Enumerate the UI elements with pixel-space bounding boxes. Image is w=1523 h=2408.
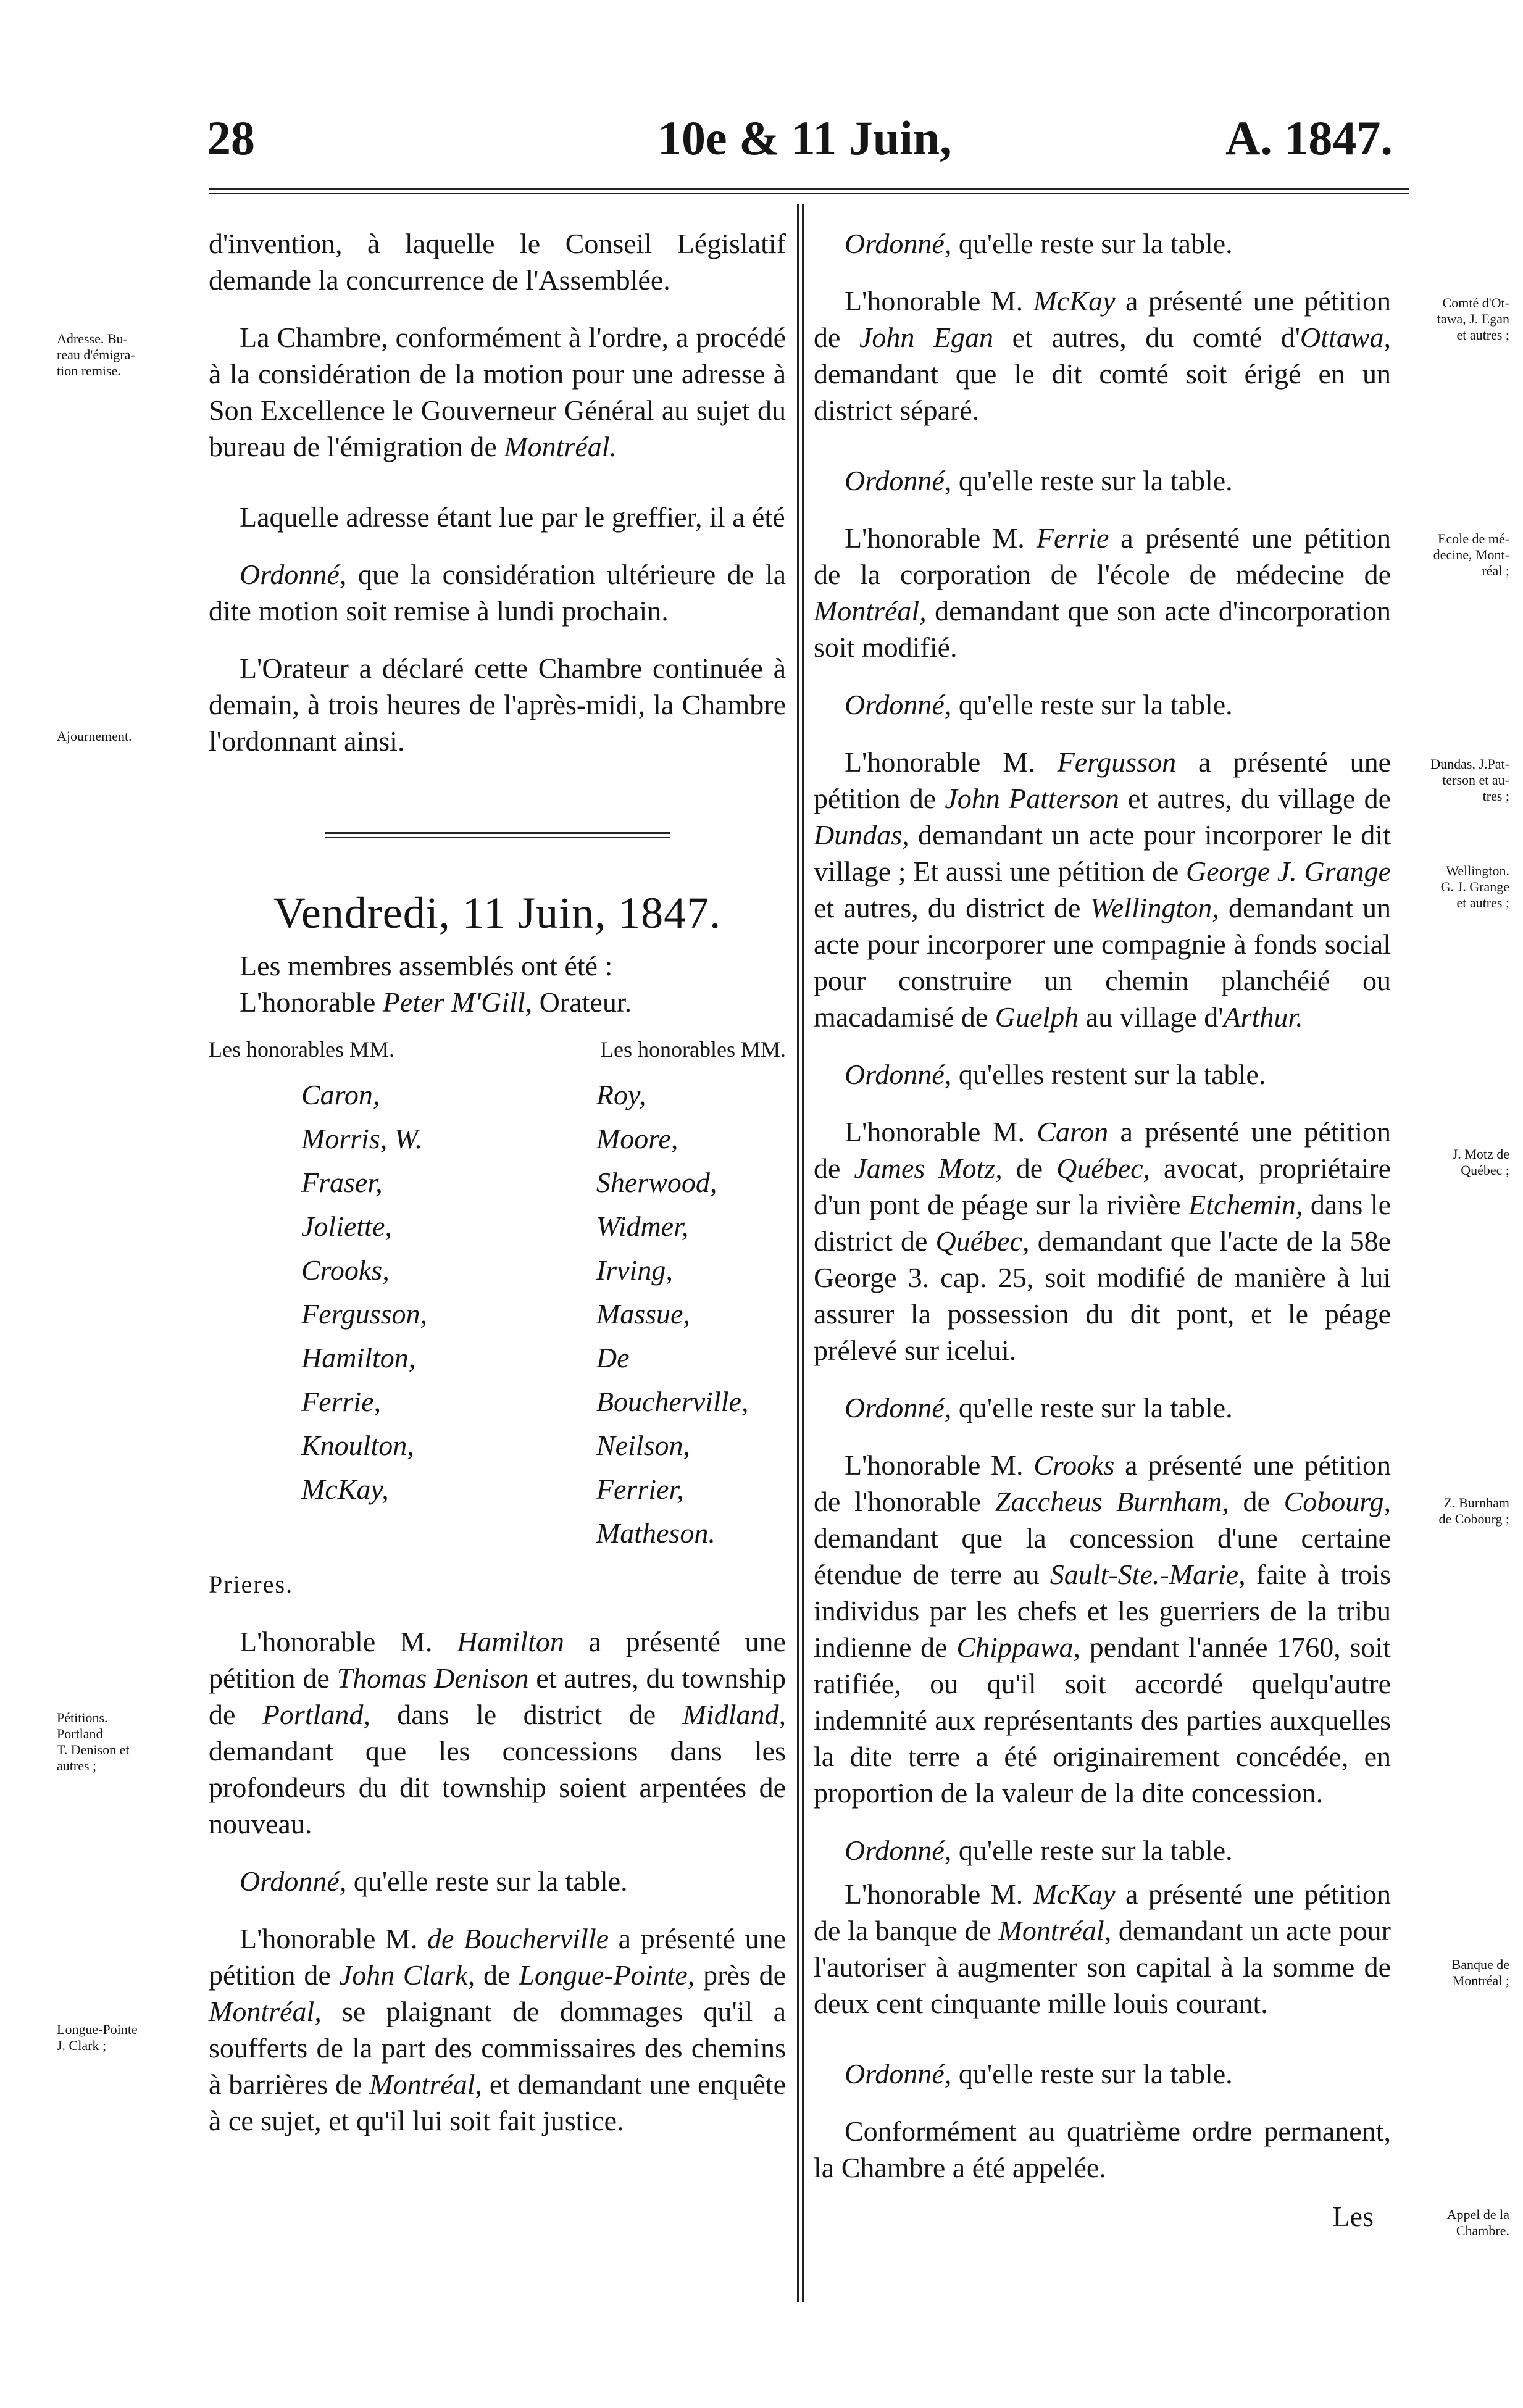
paragraph: Ordonné, qu'elle reste sur la table. — [845, 1392, 1233, 1423]
paragraph: Ordonné, qu'elle reste sur la table. — [845, 228, 1233, 259]
page-date: 10e & 11 Juin, — [657, 111, 952, 165]
column-divider — [797, 204, 799, 2302]
margin-note-petitions-portland: Pétitions. Portland T. Denison et autres ; — [57, 1710, 130, 1773]
member: Ferrie, — [301, 1386, 382, 1417]
page-year: A. 1847. — [1225, 111, 1393, 165]
members-list — [301, 1073, 786, 1555]
catchword: Les — [1332, 2201, 1374, 2232]
member: Irving, — [596, 1254, 673, 1286]
member: McKay, — [301, 1473, 389, 1505]
margin-note-wellington: Wellington. G. J. Grange et autres ; — [1440, 863, 1509, 910]
margin-note-ajournement: Ajournement. — [57, 728, 132, 744]
paragraph: L'Orateur a déclaré cette Chambre continuée à demain, à trois heures de l'après-midi, la Chambre l'ordonnant ainsi. — [209, 652, 786, 757]
left-column — [209, 225, 786, 2139]
member: Crooks, — [301, 1254, 390, 1286]
member: Knoulton, — [301, 1430, 414, 1461]
paragraph: Ordonné, qu'elle reste sur la table. — [845, 2058, 1233, 2089]
paragraph: L'honorable M. McKay a présenté une pétition de la banque de Montréal, demandant un acte pour l'autoriser à augmenter son capital à la somme de deux cent cinquante mille louis courant. — [814, 1878, 1391, 2019]
paragraph: Conformément au quatrième ordre permanent, la Chambre a été appelée. — [814, 2115, 1391, 2183]
paragraph: L'honorable M. Fergusson a présenté une pétition de John Patterson et autres, du village de Dundas, demandant un acte pour incorporer le dit village ; Et aussi une pétition de George J. Grange et autres, du district de Wellington, demandant un acte pour incorporer une compagnie à fonds social pour construire un chemin planchéié ou macadamisé de Guelph au village d'Arthur. — [814, 746, 1391, 1033]
margin-note-ecole: Ecole de mé- decine, Mont- réal ; — [1433, 531, 1509, 578]
member: Hamilton, — [301, 1342, 416, 1373]
member: Joliette, — [301, 1210, 392, 1242]
member: Moore, — [596, 1123, 678, 1154]
member: Ferrier, — [596, 1473, 684, 1505]
right-column — [814, 225, 1391, 2235]
member: Massue, — [596, 1298, 690, 1330]
page-number: 28 — [207, 111, 255, 165]
member: De Boucherville, — [596, 1342, 749, 1417]
margin-note-ottawa: Comté d'Ot- tawa, J. Egan et autres ; — [1437, 295, 1509, 343]
session-title: Vendredi, 11 Juin, 1847. — [273, 888, 722, 938]
paragraph: d'invention, à laquelle le Conseil Législatif demande la concurrence de l'Assemblée. — [209, 228, 786, 296]
member: Matheson. — [596, 1517, 716, 1549]
paragraph: Ordonné, qu'elle reste sur la table. — [845, 689, 1233, 720]
paragraph: La Chambre, conformément à l'ordre, a procédé à la considération de la motion pour une adresse à Son Excellence le Gouverneur Général au sujet du bureau de l'émigration de Montréal. — [209, 322, 786, 462]
header-rule-2 — [209, 193, 1409, 194]
member: Neilson, — [596, 1430, 690, 1461]
paragraph: Ordonné, que la considération ultérieure de la dite motion soit remise à lundi prochain. — [209, 559, 786, 627]
header-rule — [209, 188, 1409, 190]
member: Morris, W. — [301, 1123, 423, 1154]
member: Sherwood, — [596, 1167, 717, 1198]
paragraph: L'honorable M. Hamilton a présenté une pétition de Thomas Denison et autres, du township de Portland, dans le district de Midland, demandant que les concessions dans les profondeurs du dit township soient arpentées de nouveau. — [209, 1626, 786, 1839]
paragraph: Ordonné, qu'elles restent sur la table. — [845, 1059, 1266, 1090]
paragraph: L'honorable M. McKay a présenté une pétition de John Egan et autres, du comté d'Ottawa, demandant que le dit comté soit érigé en un district séparé. — [814, 285, 1392, 426]
paragraph: Laquelle adresse étant lue par le greffier, il a été — [240, 501, 785, 533]
section-rule — [325, 832, 670, 834]
margin-note-dundas: Dundas, J.Pat- terson et au- tres ; — [1430, 756, 1509, 804]
paragraph: Ordonné, qu'elle reste sur la table. — [240, 1865, 628, 1897]
paragraph: L'honorable M. Crooks a présenté une pétition de l'honorable Zaccheus Burnham, de Cobourg, demandant que la concession d'une certaine étendue de terre au Sault-Ste.-Marie, faite à trois individus par les chefs et les guerriers de la tribu indienne de Chippawa, pendant l'année 1760, soit ratifiée, ou qu'il soit accordé quelqu'autre indemnité aux représentants des parties auxquelles la dite terre a été originairement concédée, en proportion de la valeur de la dite concession. — [814, 1449, 1392, 1809]
assembled-line: Les membres assemblés ont été : — [240, 950, 613, 981]
paragraph: Ordonné, qu'elle reste sur la table. — [845, 1835, 1233, 1866]
margin-note-banque: Banque de Montréal ; — [1451, 1957, 1509, 1988]
member: Fergusson, — [301, 1298, 428, 1330]
margin-note-burnham: Z. Burnham de Cobourg ; — [1438, 1495, 1509, 1527]
margin-note-motz: J. Motz de Québec ; — [1452, 1146, 1509, 1178]
paragraph: L'honorable M. Ferrie a présenté une pétition de la corporation de l'école de médecine de Montréal, demandant que son acte d'incorporation soit modifié. — [814, 522, 1391, 663]
section-rule-2 — [325, 837, 670, 838]
paragraph: L'honorable M. de Boucherville a présenté une pétition de John Clark, de Longue-Pointe, près de Montréal, se plaignant de dommages qu'il a soufferts de la part des commissaires des chemins à barrières de Montréal, et demandant une enquête à ce sujet, et qu'il lui soit fait justice. — [209, 1923, 786, 2136]
member: Roy, — [596, 1079, 646, 1110]
margin-note-adresse: Adresse. Bu- reau d'émigra- tion remise. — [57, 331, 135, 378]
speaker-line: L'honorable Peter M'Gill, Orateur. — [240, 986, 632, 1018]
paragraph: L'honorable M. Caron a présenté une pétition de James Motz, de Québec, avocat, propriétaire d'un pont de péage sur la rivière Etchemin, dans le district de Québec, demandant que l'acte de la 58e George 3. cap. 25, soit modifié de manière à lui assurer la possession du dit pont, et le péage prélevé sur icelui. — [814, 1116, 1392, 1366]
member: Widmer, — [596, 1210, 689, 1242]
members-header: Les honorables MM. Les honorables MM. — [209, 1037, 786, 1062]
prieres-heading: Prieres. — [209, 1570, 294, 1598]
member: Fraser, — [301, 1167, 383, 1198]
paragraph: Ordonné, qu'elle reste sur la table. — [845, 465, 1233, 496]
margin-note-appel: Appel de la Chambre. — [1446, 2207, 1509, 2238]
member: Caron, — [301, 1079, 380, 1110]
column-divider-2 — [802, 204, 804, 2302]
margin-note-longue-pointe: Longue-Pointe J. Clark ; — [57, 2022, 138, 2053]
